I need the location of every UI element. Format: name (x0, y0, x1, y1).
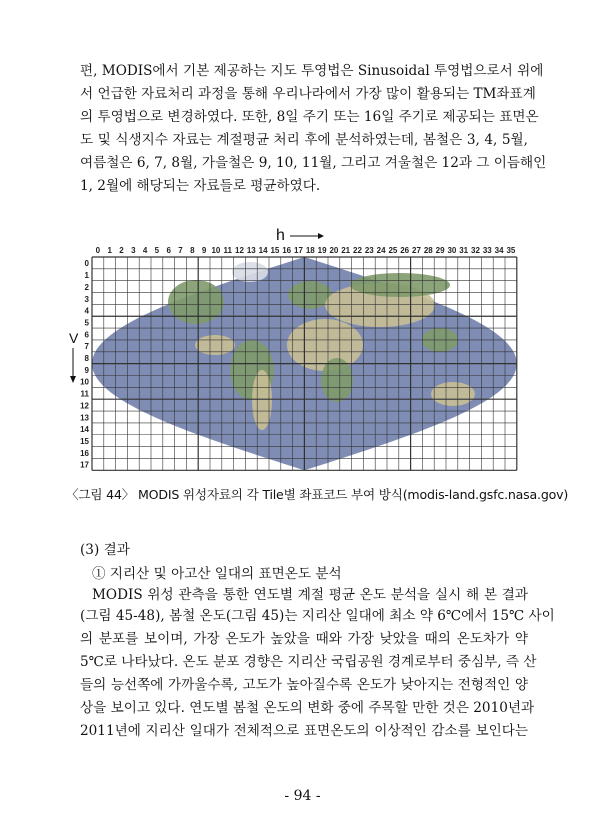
h-tick-label: 16 (282, 246, 292, 255)
v-tick-label: 10 (80, 377, 89, 387)
h-tick-label: 7 (178, 246, 183, 255)
text-line: 의 투영법으로 변경하였다. 또한, 8일 주기 또는 16일 주기로 제공되는 표면온 (80, 109, 539, 125)
v-tick-label: 14 (80, 425, 89, 435)
h-tick-label: 20 (329, 246, 339, 255)
h-tick-label: 6 (166, 246, 171, 255)
v-tick-label: 17 (80, 460, 89, 470)
v-tick-label: 3 (84, 294, 89, 304)
h-tick-label: 33 (482, 246, 492, 255)
h-tick-label: 18 (305, 246, 315, 255)
h-tick-label: 29 (435, 246, 445, 255)
h-tick-label: 5 (154, 246, 160, 255)
v-tick-label: 12 (80, 401, 89, 411)
h-tick-label: 22 (353, 246, 362, 255)
v-tick-label: 4 (84, 306, 89, 316)
h-arrowhead-icon (318, 233, 324, 239)
text-line: 의 분포를 보이며, 가장 온도가 높았을 때와 가장 낮았을 때의 온도차가 약 (80, 631, 528, 647)
h-tick-label: 13 (246, 246, 256, 255)
continent (431, 382, 475, 406)
text-line: MODIS 위성 관측을 통한 연도별 계절 평균 온도 분석을 실시 해 본 결과 (92, 587, 528, 603)
text-line: 2011년에 지리산 일대가 전체적으로 표면온도의 이상적인 감소를 보인다는 (80, 723, 528, 739)
v-tick-label: 13 (80, 413, 89, 423)
text-line: (그림 45-48), 봄철 온도(그림 45)는 지리산 일대에 최소 약 6℃에서 15℃ 사이 (80, 608, 555, 624)
v-tick-label: 11 (80, 389, 89, 399)
h-tick-label: 0 (95, 246, 101, 255)
text-line: 5℃로 나타났다. 온도 분포 경향은 지리산 국립공원 경계로부터 중심부, 즉 산 (80, 654, 537, 670)
continent (232, 262, 268, 282)
h-tick-label: 2 (119, 246, 124, 255)
h-tick-label: 10 (211, 246, 221, 255)
page-number: - 94 - (284, 788, 321, 804)
h-tick-label: 17 (294, 246, 303, 255)
h-tick-label: 35 (506, 246, 516, 255)
v-tick-label: 6 (84, 330, 89, 340)
h-tick-label: 4 (142, 246, 148, 255)
figure-caption: 〈그림 44〉 MODIS 위성자료의 각 Tile별 좌표코드 부여 방식(modis-land.gsfc.nasa.gov) (66, 487, 569, 502)
h-tick-label: 28 (423, 246, 433, 255)
v-tick-label: 2 (84, 282, 89, 292)
text-line: 여름철은 6, 7, 8월, 가을철은 9, 10, 11월, 그리고 겨울철은 12과 그 이듬해인 (80, 155, 547, 171)
h-tick-label: 30 (447, 246, 457, 255)
h-tick-label: 32 (471, 246, 480, 255)
continent (168, 280, 224, 324)
text-line: 들의 능선쪽에 가까울수록, 고도가 높아질수록 온도가 낮아지는 전형적인 양 (80, 677, 528, 693)
v-tick-label: 9 (84, 365, 89, 375)
v-tick-label: 5 (84, 318, 89, 328)
v-tick-label: 16 (80, 448, 89, 458)
h-tick-label: 15 (270, 246, 280, 255)
h-tick-label: 19 (317, 246, 327, 255)
h-tick-label: 34 (494, 246, 504, 255)
h-tick-label: 25 (388, 246, 398, 255)
text-line: 상을 보이고 있다. 연도별 봄철 온도의 변화 중에 주목할 만한 것은 2010년과 (80, 700, 535, 716)
h-tick-label: 27 (412, 246, 421, 255)
section-heading: (3) 결과 (80, 542, 130, 558)
text-line: 도 및 식생지수 자료는 계절평균 처리 후에 분석하였는데, 봄철은 3, 4, 5월, (80, 132, 528, 148)
h-axis-label: h (276, 227, 285, 244)
v-tick-label: 8 (84, 354, 89, 364)
h-tick-label: 23 (364, 246, 374, 255)
continent (321, 358, 353, 402)
v-arrowhead-icon (70, 376, 76, 383)
h-tick-label: 26 (400, 246, 410, 255)
h-tick-label: 3 (131, 246, 136, 255)
continent (350, 273, 450, 297)
v-tick-label: 7 (84, 342, 89, 352)
h-tick-label: 1 (107, 246, 112, 255)
text-line: 서 언급한 자료처리 과정을 통해 우리나라에서 가장 많이 활용되는 TM좌표계 (80, 86, 536, 102)
h-tick-label: 12 (235, 246, 244, 255)
h-tick-label: 14 (258, 246, 268, 255)
h-tick-label: 9 (201, 246, 207, 255)
text-line: 1, 2월에 해당되는 자료들로 평균하였다. (80, 178, 321, 194)
h-tick-label: 11 (223, 246, 232, 255)
h-tick-label: 31 (459, 246, 469, 255)
v-tick-label: 15 (80, 436, 89, 446)
section-subheading: ① 지리산 및 아고산 일대의 표면온도 분석 (92, 566, 342, 582)
h-tick-label: 8 (190, 246, 195, 255)
h-tick-label: 21 (341, 246, 351, 255)
h-tick-label: 24 (376, 246, 386, 255)
v-axis-label: V (69, 330, 79, 346)
text-line: 편, MODIS에서 기본 제공하는 지도 투영법은 Sinusoidal 투영법으로서 위에 (80, 63, 544, 79)
v-tick-label: 0 (84, 259, 89, 269)
v-tick-label: 1 (84, 271, 89, 281)
